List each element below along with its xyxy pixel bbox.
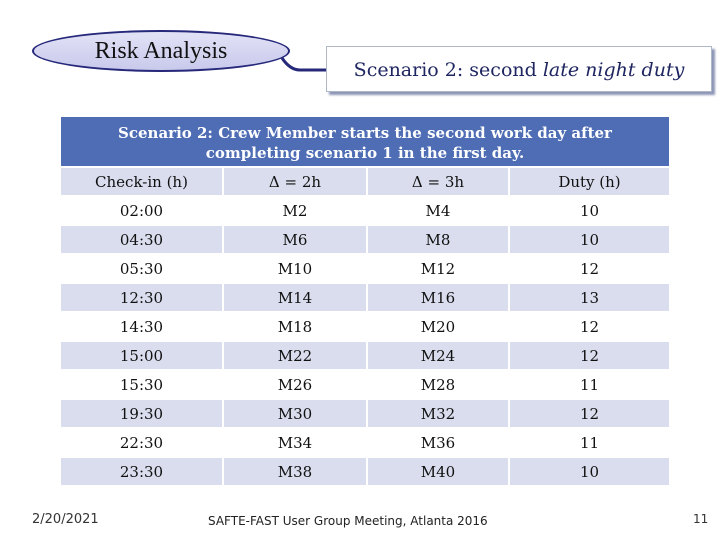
cell-duty: 13: [509, 283, 670, 312]
cell-checkin: 23:30: [60, 457, 223, 486]
cell-checkin: 12:30: [60, 283, 223, 312]
scenario-title-prefix: Scenario 2: second: [353, 59, 543, 81]
table-row: [60, 341, 670, 370]
table-row: [60, 283, 670, 312]
table-caption: Scenario 2: Crew Member starts the second work day after completing scenario 1 in the first day.: [60, 116, 670, 167]
cell-delta-3h: M12: [367, 254, 509, 283]
cell-delta-2h: M38: [223, 457, 367, 486]
column-header-checkin: Check-in (h): [60, 167, 223, 196]
cell-duty: 10: [509, 196, 670, 225]
table-header-row: [60, 167, 670, 196]
cell-delta-3h: M32: [367, 399, 509, 428]
table-row: [60, 196, 670, 225]
column-header-delta-2h: Δ = 2h: [223, 167, 367, 196]
table-row: [60, 254, 670, 283]
footer-date: 2/20/2021: [32, 512, 99, 527]
cell-duty: 12: [509, 399, 670, 428]
table-row: [60, 370, 670, 399]
cell-duty: 12: [509, 341, 670, 370]
cell-delta-3h: M24: [367, 341, 509, 370]
column-header-duty: Duty (h): [509, 167, 670, 196]
cell-delta-3h: M8: [367, 225, 509, 254]
cell-delta-2h: M34: [223, 428, 367, 457]
risk-analysis-pill: [32, 30, 290, 72]
scenario-title: [327, 59, 711, 81]
scenario-title-box: [326, 46, 712, 92]
cell-checkin: 19:30: [60, 399, 223, 428]
cell-delta-3h: M16: [367, 283, 509, 312]
cell-delta-2h: M2: [223, 196, 367, 225]
cell-checkin: 14:30: [60, 312, 223, 341]
scenario-table: [60, 116, 670, 486]
pill-title: Risk Analysis: [94, 38, 228, 64]
footer-event: SAFTE-FAST User Group Meeting, Atlanta 2016: [208, 514, 488, 528]
cell-delta-2h: M26: [223, 370, 367, 399]
cell-duty: 10: [509, 457, 670, 486]
cell-delta-3h: M36: [367, 428, 509, 457]
cell-delta-3h: M40: [367, 457, 509, 486]
cell-delta-2h: M14: [223, 283, 367, 312]
cell-checkin: 02:00: [60, 196, 223, 225]
table-row: [60, 399, 670, 428]
cell-delta-3h: M28: [367, 370, 509, 399]
cell-checkin: 15:00: [60, 341, 223, 370]
cell-delta-3h: M20: [367, 312, 509, 341]
cell-checkin: 04:30: [60, 225, 223, 254]
cell-duty: 11: [509, 370, 670, 399]
table-row: [60, 312, 670, 341]
table-row: [60, 428, 670, 457]
cell-duty: 12: [509, 312, 670, 341]
cell-delta-2h: M6: [223, 225, 367, 254]
cell-delta-2h: M10: [223, 254, 367, 283]
column-header-delta-3h: Δ = 3h: [367, 167, 509, 196]
scenario-title-italic: late night duty: [542, 59, 685, 81]
cell-duty: 11: [509, 428, 670, 457]
cell-duty: 10: [509, 225, 670, 254]
cell-checkin: 15:30: [60, 370, 223, 399]
table-row: [60, 225, 670, 254]
cell-checkin: 22:30: [60, 428, 223, 457]
table-body: [60, 196, 670, 486]
cell-duty: 12: [509, 254, 670, 283]
page-number: 11: [693, 512, 709, 526]
cell-delta-2h: M30: [223, 399, 367, 428]
cell-checkin: 05:30: [60, 254, 223, 283]
cell-delta-2h: M22: [223, 341, 367, 370]
cell-delta-3h: M4: [367, 196, 509, 225]
cell-delta-2h: M18: [223, 312, 367, 341]
table-row: [60, 457, 670, 486]
